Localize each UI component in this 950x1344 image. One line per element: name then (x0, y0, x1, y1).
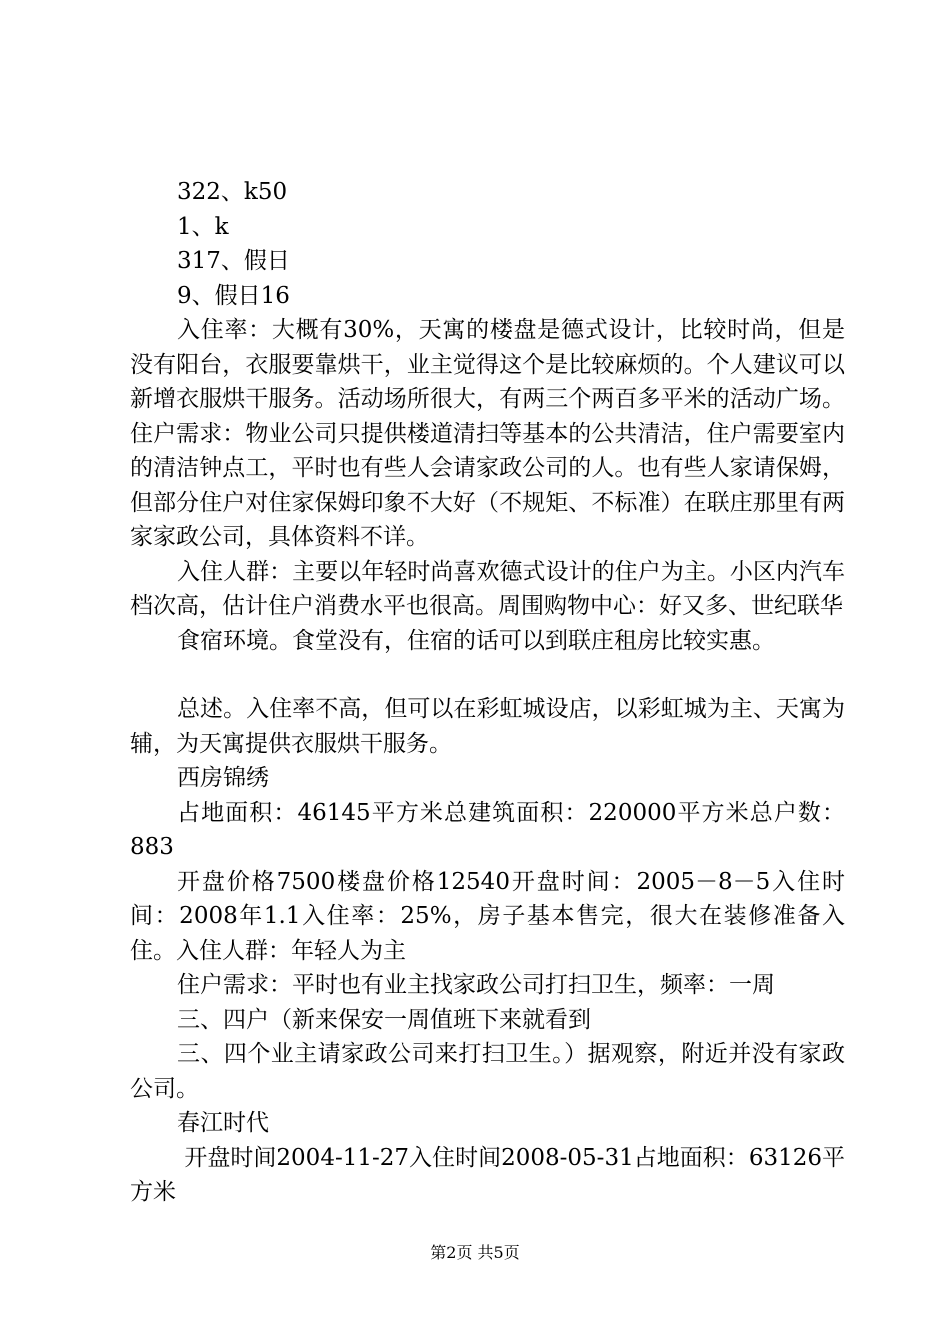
paragraph-resident-group: 入住人群：主要以年轻时尚喜欢德式设计的住户为主。小区内汽车档次高，估计住户消费水平也很高。周围购物中心：好又多、世纪联华 (130, 558, 845, 619)
paragraph-three-four-households: 三、四户（新来保安一周值班下来就看到 (177, 1006, 591, 1033)
heading-xifang-jinxiu: 西房锦绣 (177, 765, 269, 791)
list-item-1-k: 1、k (177, 213, 229, 240)
document-body (130, 175, 845, 1210)
heading-chunjiang-shidai: 春江时代 (177, 1110, 269, 1136)
list-item-9-holiday-16: 9、假日16 (177, 282, 290, 309)
paragraph-land-area: 占地面积：46145平方米总建筑面积：220000平方米总户数：883 (130, 799, 845, 860)
page-footer: 第2页 共5页 (430, 1243, 520, 1262)
paragraph-resident-needs: 住户需求：平时也有业主找家政公司打扫卫生，频率：一周 (177, 972, 775, 998)
paragraph-opening-time: 开盘时间2004-11-27入住时间2008-05-31占地面积：63126平方米 (130, 1144, 846, 1205)
paragraph-opening-price: 开盘价格7500楼盘价格12540开盘时间：2005－8－5入住时间：2008年1.1入住率：25%，房子基本售完，很大在装修准备入住。入住人群：年轻人为主 (130, 868, 845, 964)
paragraph-occupancy-rate: 入住率：大概有30%，天寓的楼盘是德式设计，比较时尚，但是没有阳台，衣服要靠烘干，业主觉得这个是比较麻烦的。个人建议可以新增衣服烘干服务。活动场所很大，有两三个两百多平米的活动广场。住户需求：物业公司只提供楼道清扫等基本的公共清洁，住户需要室内的清洁钟点工，平时也有些人会请家政公司的人。也有些人家请保姆，但部分住户对住家保姆印象不大好（不规矩、不标准）在联庄那里有两家家政公司，具体资料不详。 (130, 317, 845, 550)
blank-line (130, 658, 845, 692)
paragraph-summary: 总述。入住率不高，但可以在彩虹城设店，以彩虹城为主、天寓为辅，为天寓提供衣服烘干服务。 (130, 696, 845, 757)
paragraph-food-lodging: 食宿环境。食堂没有，住宿的话可以到联庄租房比较实惠。 (177, 627, 775, 654)
paragraph-observation: 三、四个业主请家政公司来打扫卫生。）据观察，附近并没有家政公司。 (130, 1041, 845, 1102)
list-item-317-holiday: 317、假日 (177, 248, 290, 274)
list-item-322-k50: 322、k50 (177, 179, 288, 205)
